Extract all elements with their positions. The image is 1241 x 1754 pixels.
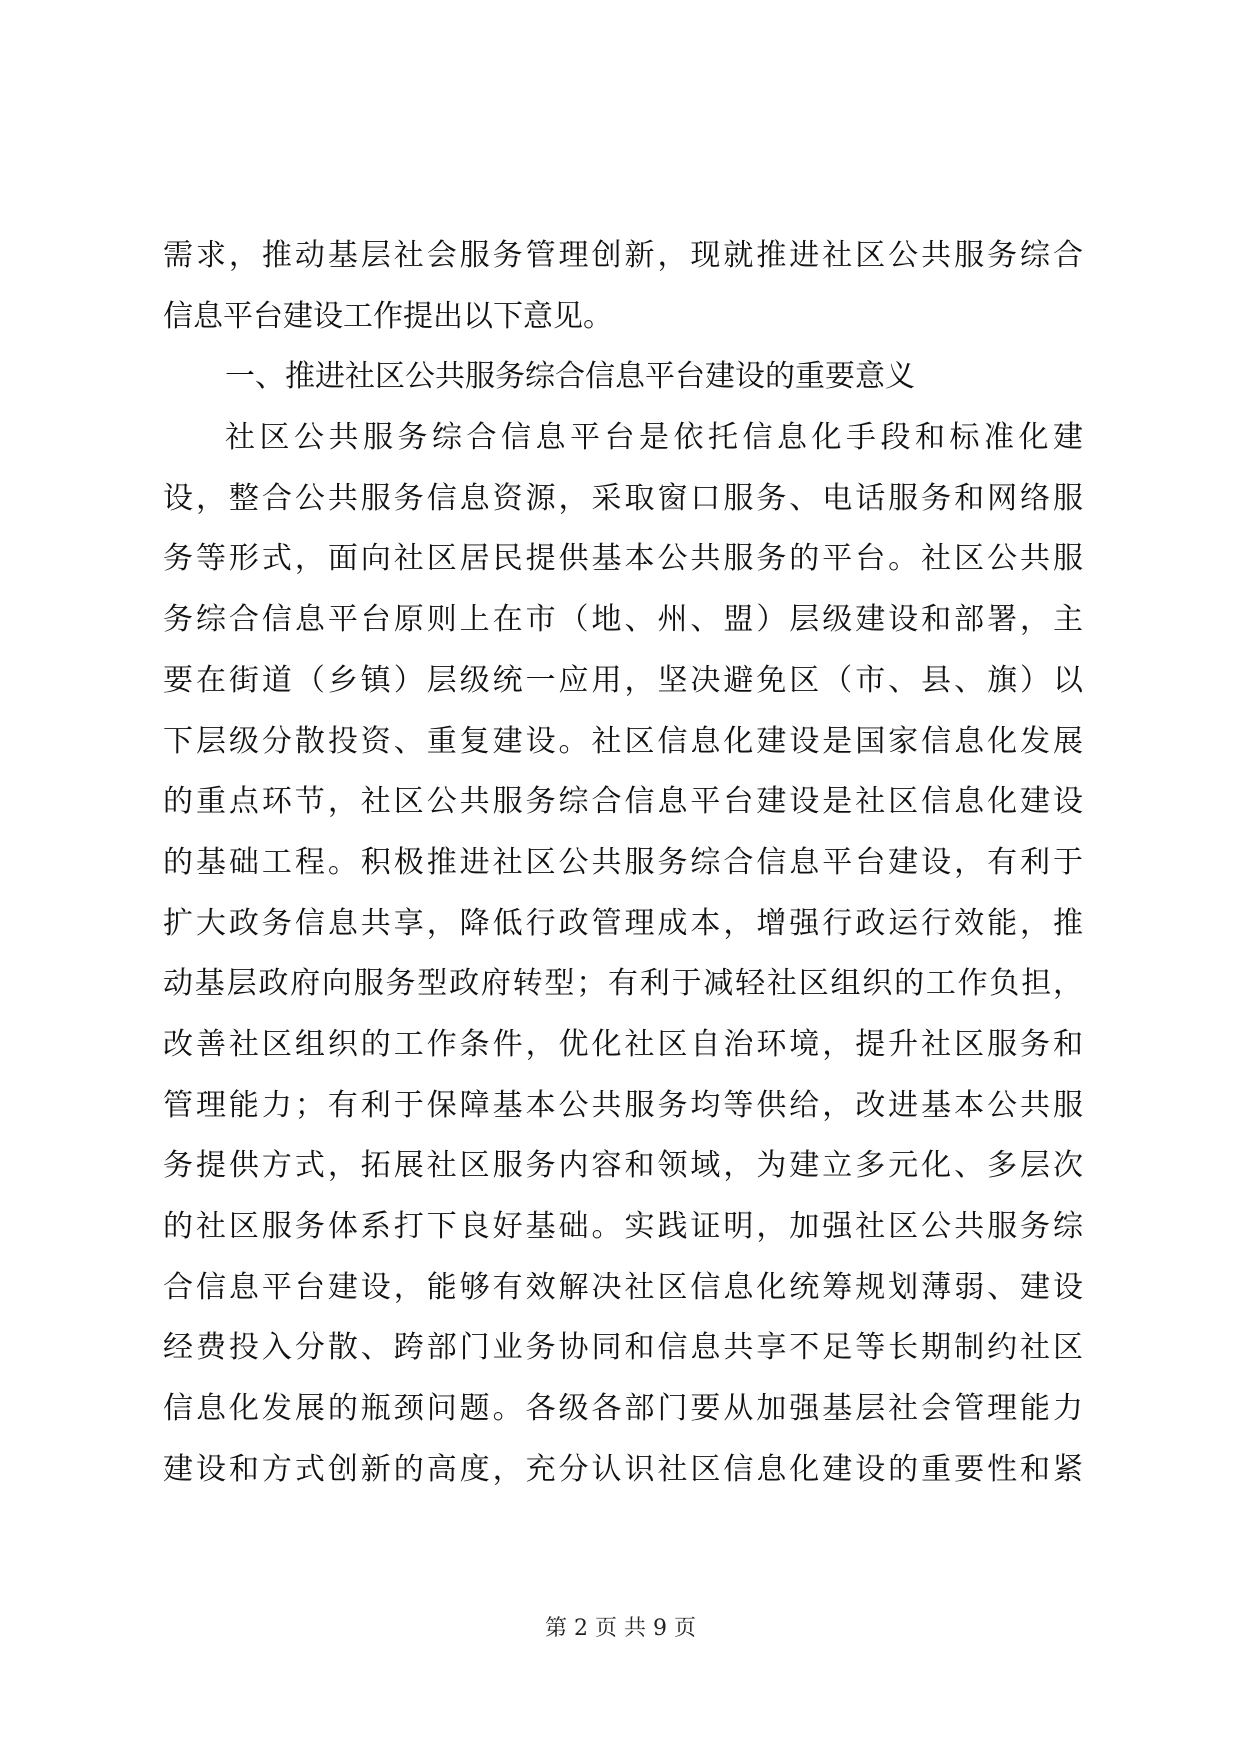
text-line: 社区公共服务综合信息平台是依托信息化手段和标准化建 xyxy=(225,420,1083,456)
text-line: 管理能力；有利于保障基本公共服务均等供给，改进基本公共服 xyxy=(163,1087,1083,1123)
page-footer xyxy=(0,1614,1241,1644)
text-line: 经费投入分散、跨部门业务协同和信息共享不足等长期制约社区 xyxy=(163,1330,1083,1366)
text-line: 的基础工程。积极推进社区公共服务综合信息平台建设，有利于 xyxy=(163,844,1083,880)
text-line: 扩大政务信息共享，降低行政管理成本，增强行政运行效能，推 xyxy=(163,905,1083,941)
text-line: 需求，推动基层社会服务管理创新，现就推进社区公共服务综合 xyxy=(163,238,1083,273)
text-line: 设，整合公共服务信息资源，采取窗口服务、电话服务和网络服 xyxy=(163,480,1083,516)
text-line: 建设和方式创新的高度，充分认识社区信息化建设的重要性和紧 xyxy=(163,1451,1083,1487)
text-line: 务等形式，面向社区居民提供基本公共服务的平台。社区公共服 xyxy=(163,541,1083,577)
section-heading: 一、推进社区公共服务综合信息平台建设的重要意义 xyxy=(225,359,915,395)
text-line: 信息化发展的瓶颈问题。各级各部门要从加强基层社会管理能力 xyxy=(163,1391,1083,1427)
text-line: 务提供方式，拓展社区服务内容和领域，为建立多元化、多层次 xyxy=(163,1148,1083,1184)
page-number-label: 第 2 页 共 9 页 xyxy=(545,1616,696,1641)
text-line: 要在街道（乡镇）层级统一应用，坚决避免区（市、县、旗）以 xyxy=(163,662,1083,698)
text-line: 改善社区组织的工作条件，优化社区自治环境，提升社区服务和 xyxy=(163,1026,1083,1062)
text-line: 的重点环节，社区公共服务综合信息平台建设是社区信息化建设 xyxy=(163,784,1083,820)
text-line: 动基层政府向服务型政府转型；有利于减轻社区组织的工作负担， xyxy=(163,966,1083,1002)
text-line: 的社区服务体系打下良好基础。实践证明，加强社区公共服务综 xyxy=(163,1209,1083,1244)
text-line: 下层级分散投资、重复建设。社区信息化建设是国家信息化发展 xyxy=(163,723,1083,759)
document-body xyxy=(163,226,1083,1500)
text-line: 合信息平台建设，能够有效解决社区信息化统筹规划薄弱、建设 xyxy=(163,1269,1083,1305)
text-line: 信息平台建设工作提出以下意见。 xyxy=(163,298,613,334)
text-line: 务综合信息平台原则上在市（地、州、盟）层级建设和部署，主 xyxy=(163,602,1083,638)
